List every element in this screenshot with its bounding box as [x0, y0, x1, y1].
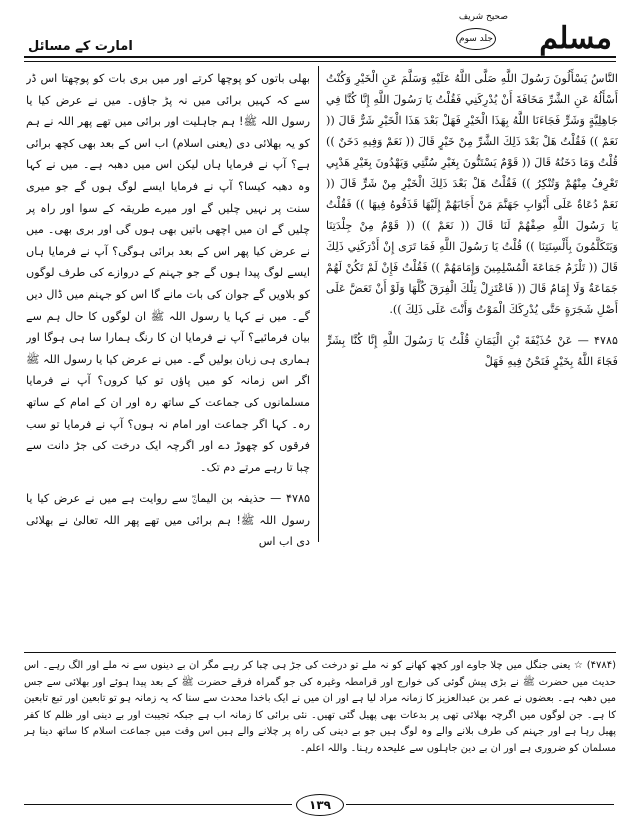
book-title: مسلم	[539, 21, 612, 56]
page-number: ۱۳۹	[296, 794, 344, 816]
footnote-rule	[24, 652, 616, 653]
book-subtitle: صحیح شریف	[458, 12, 508, 22]
volume-badge: جلد سوم	[456, 28, 496, 50]
arabic-text-column	[326, 68, 618, 638]
page-header	[24, 12, 616, 58]
urdu-paragraph: ۴۷۸۵ — حذیفہ بن الیمانؓ سے روایت ہے میں نے عرض کیا یا رسول اللہ ﷺ! ہم برائی میں تھے پھر اللہ تعالیٰ نے بھلائی دی اب اس	[26, 492, 310, 549]
urdu-translation-column	[26, 68, 310, 638]
chapter-title: امارت کے مسائل	[28, 39, 133, 54]
arabic-paragraph: النَّاسُ يَسْأَلُونَ رَسُولَ اللَّهِ صَلَّى اللَّهُ عَلَيْهِ وَسَلَّمَ عَنِ الْخَيْرِ وَكُنْتُ أَسْأَلُهُ عَنِ الشَّرِّ مَخَافَةَ أَنْ يُدْرِكَنِي فَقُلْتُ يَا رَسُولَ اللَّهِ إِنَّا كُنَّا فِي جَاهِلِيَّةٍ وَشَرٍّ فَجَاءَنَا اللَّهُ بِهَذَا الْخَيْرِ فَهَلْ بَعْدَ هَذَا الْخَيْرِ شَرٌّ قَالَ (( نَعَمْ )) فَقُلْتُ هَلْ بَعْدَ ذَلِكَ الشَّرِّ مِنْ خَيْرٍ قَالَ (( نَعَمْ وَفِيهِ دَخَنٌ )) قُلْتُ وَمَا دَخَنُهُ قَالَ (( قَوْمٌ يَسْتَنُّونَ بِغَيْرِ سُنَّتِي وَيَهْدُونَ بِغَيْرِ هَدْيِي تَعْرِفُ مِنْهُمْ وَتُنْكِرُ )) فَقُلْتُ هَلْ بَعْدَ ذَلِكَ الْخَيْرِ مِنْ شَرٍّ قَالَ (( نَعَمْ دُعَاةٌ عَلَى أَبْوَابِ جَهَنَّمَ مَنْ أَجَابَهُمْ إِلَيْهَا قَذَفُوهُ فِيهَا )) فَقُلْتُ يَا رَسُولَ اللَّهِ صِفْهُمْ لَنَا قَالَ (( نَعَمْ )) (( قَوْمٌ مِنْ جِلْدَتِنَا وَيَتَكَلَّمُونَ بِأَلْسِنَتِنَا )) قُلْتُ يَا رَسُولَ اللَّهِ فَمَا تَرَى إِنْ أَدْرَكَنِي ذَلِكَ قَالَ (( تَلْزَمُ جَمَاعَةَ الْمُسْلِمِينَ وَإِمَامَهُمْ )) فَقُلْتُ فَإِنْ لَمْ تَكُنْ لَهُمْ جَمَاعَةٌ وَلَا إِمَامٌ قَالَ (( فَاعْتَزِلْ تِلْكَ الْفِرَقَ كُلَّهَا وَلَوْ أَنْ تَعَضَّ عَلَى أَصْلِ شَجَرَةٍ حَتَّى يُدْرِكَكَ الْمَوْتُ وَأَنْتَ عَلَى ذَلِكَ )).	[326, 72, 618, 316]
header-rule	[24, 56, 616, 58]
footer-rule-right	[346, 804, 614, 805]
footnote: (۴۷۸۴) ☆ یعنی جنگل میں چلا جاوے اور کچھ کھانے کو نہ ملے تو درخت کی جڑ ہی چبا کر رہے مگر ان بے دینوں سے نہ ملے اور الگ رہے۔ اس حدیث میں حضرت ﷺ نے بڑی پیش گوئی کی خوارج اور قرامطہ وغیرہ کی جو گمراہ فرقے حضرت ﷺ کے بعد پیدا ہوئے اور بھلائی سے جس میں دھبہ ہے۔ بعضوں نے عمر بن عبدالعزیز کا زمانہ مراد لیا ہے اور ان میں نے ایک باخدا محدث سے سنا کہ یہ زمانہ ہو تو تابعین اور تبع تابعین کا ہے۔ جن لوگوں میں اگرچہ بھلائی تھی پر بدعات بھی پھیل گئی تھیں۔ نئی برائی کا زمانہ اب ہے جبکہ تجیبت اور بے دینی اور ظلم کا کفر پھیل رہا ہے اور جہنم کی طرف بلانے والے وہ لوگ ہیں جو بے دینی کی راہ پر چلانے والے ہیں اس وقت میں جماعت اسلام کا ساتھ دینا ہر مسلمان کو ضروری ہے اور ان بے دین جاہلوں سے علیحدہ رہنا۔ واللہ اعلم۔	[24, 660, 616, 754]
footer-rule-left	[24, 804, 292, 805]
arabic-paragraph: ۴۷۸۵ — عَنْ حُذَيْفَةَ بْنِ الْيَمَانِ قُلْتُ يَا رَسُولَ اللَّهِ إِنَّا كُنَّا بِشَرٍّ فَجَاءَ اللَّهُ بِخَيْرٍ فَنَحْنُ فِيهِ فَهَلْ	[326, 334, 618, 368]
page-footer	[0, 792, 638, 818]
urdu-paragraph: بھلی باتوں کو پوچھا کرتے اور میں بری بات کو پوچھتا اس ڈر سے کہ کہیں برائی میں نہ پڑ جاؤں۔ میں نے عرض کیا یا رسول اللہ ﷺ! ہم جاہلیت اور برائی میں تھے پھر اللہ نے ہم کو یہ بھلائی دی (یعنی اسلام) اب اس کے بعد بھی کچھ برائی ہے؟ آپ نے فرمایا ہاں لیکن اس میں دھبہ ہے۔ میں نے کہا وہ دھبہ کیسا؟ آپ نے فرمایا ایسے لوگ ہوں گے جو میری سنت پر نہیں چلیں گے اور میرے طریقہ کے سوا اور راہ پر چلیں گے ان میں اچھی باتیں بھی ہوں گی اور بری بھی۔ میں نے عرض کیا پھر اس کے بعد برائی ہوگی؟ آپ نے فرمایا ہاں ایسے لوگ پیدا ہوں گے جو جہنم کے دروازے کی طرف لوگوں کو بلاویں گے جوان کی بات مانے گا اس کو جہنم میں ڈال دیں گے۔ میں نے کہا یا رسول اللہ ﷺ ان لوگوں کا حال ہم سے بیان فرمائیے؟ آپ نے فرمایا ان کا رنگ ہمارا سا ہی ہوگا اور ہماری ہی زبان بولیں گے۔ میں نے عرض کیا یا رسول اللہ ﷺ اگر اس زمانہ کو میں پاؤں تو کیا کروں؟ آپ نے فرمایا مسلمانوں کی جماعت کے ساتھ رہ اور ان کے امام کے ساتھ رہ۔ کہا اگر جماعت اور امام نہ ہوں؟ آپ نے فرمایا تو سب فرقوں کو چھوڑ دے اور اگرچہ ایک درخت کی جڑ دانت سے چبا تا رہے مرتے دم تک۔	[26, 72, 310, 474]
header-rule-thin	[24, 61, 616, 62]
column-divider	[318, 66, 319, 542]
